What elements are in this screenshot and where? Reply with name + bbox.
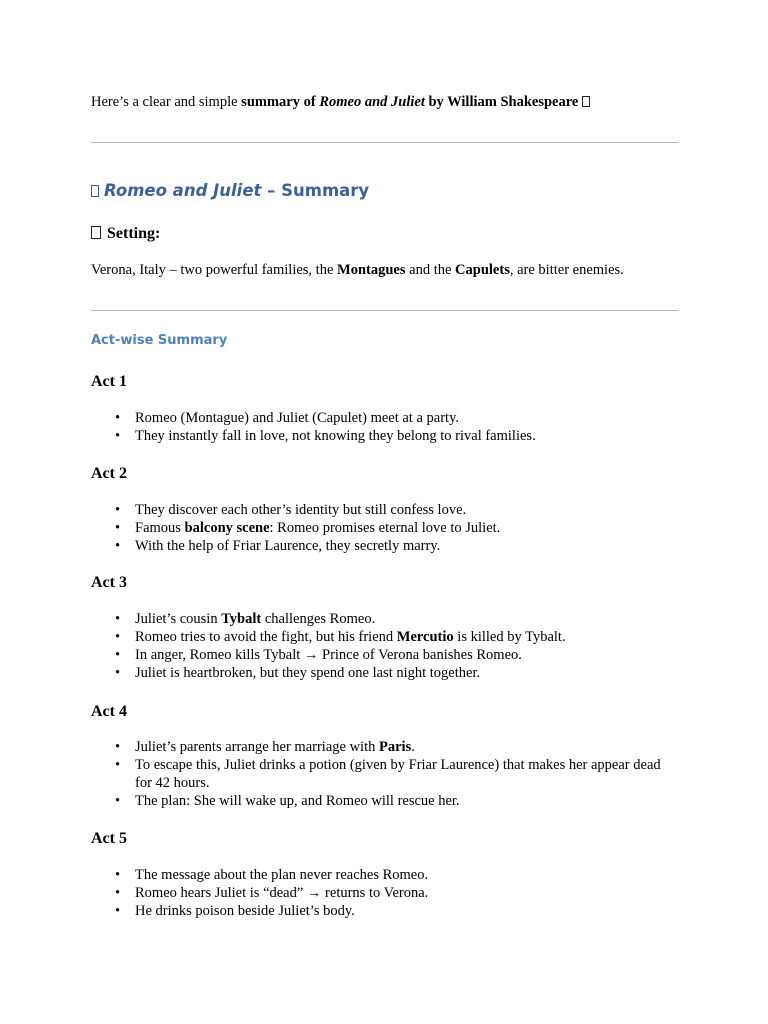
act-4-bullets bbox=[91, 738, 681, 810]
intro-italic-title: Romeo and Juliet bbox=[319, 94, 425, 110]
bold-term: Tybalt bbox=[221, 611, 262, 627]
setting-text-after: , are bitter enemies. bbox=[509, 262, 624, 278]
act-3-heading: Act 3 bbox=[91, 574, 127, 591]
bullet-text: Juliet is heartbroken, but they spend one last night together. bbox=[135, 665, 481, 681]
list-item bbox=[91, 884, 681, 902]
setting-heading-label: Setting: bbox=[107, 225, 161, 242]
list-item bbox=[91, 409, 681, 427]
list-item bbox=[91, 610, 681, 628]
bullet-text: With the help of Friar Laurence, they secretly marry. bbox=[135, 538, 441, 554]
bullet-text: The plan: She will wake up, and Romeo will rescue her. bbox=[135, 793, 460, 809]
divider bbox=[91, 310, 678, 311]
act-2-heading: Act 2 bbox=[91, 465, 127, 482]
bullet-text: Romeo (Montague) and Juliet (Capulet) meet at a party. bbox=[135, 410, 459, 426]
bullet-text: Juliet’s parents arrange her marriage with bbox=[135, 739, 379, 755]
bullet-text: challenges Romeo. bbox=[261, 611, 376, 627]
bullet-text: He drinks poison beside Juliet’s body. bbox=[135, 903, 355, 919]
list-item bbox=[91, 628, 681, 646]
family-montagues: Montagues bbox=[337, 262, 406, 278]
act-5-heading: Act 5 bbox=[91, 830, 127, 847]
bullet-text: To escape this, Juliet drinks a potion (given by Friar Laurence) that makes her appear dead for 42 hours. bbox=[135, 757, 661, 791]
divider bbox=[91, 142, 678, 143]
family-capulets: Capulets bbox=[455, 262, 510, 278]
list-item bbox=[91, 866, 681, 884]
missing-glyph-icon bbox=[582, 96, 590, 107]
act-5-bullets bbox=[91, 866, 681, 920]
list-item bbox=[91, 738, 681, 756]
list-item bbox=[91, 756, 681, 792]
act-1-bullets bbox=[91, 409, 681, 445]
bullet-text: The message about the plan never reaches Romeo. bbox=[135, 867, 429, 883]
list-item bbox=[91, 519, 681, 537]
act-4-heading: Act 4 bbox=[91, 703, 127, 720]
intro-prefix: Here’s a clear and simple bbox=[91, 94, 242, 110]
summary-title bbox=[91, 180, 369, 202]
list-item bbox=[91, 664, 681, 682]
missing-glyph-icon bbox=[91, 185, 99, 197]
bullet-text: They instantly fall in love, not knowing they belong to rival families. bbox=[135, 428, 536, 444]
bullet-text: : Romeo promises eternal love to Juliet. bbox=[269, 520, 501, 536]
list-item bbox=[91, 537, 681, 555]
bullet-text: Romeo hears Juliet is “dead” → returns to Verona. bbox=[135, 885, 429, 901]
bullet-text: is killed by Tybalt. bbox=[453, 629, 566, 645]
bold-term: balcony scene bbox=[184, 520, 270, 536]
act-wise-subheading: Act-wise Summary bbox=[91, 333, 228, 348]
bullet-text: Romeo tries to avoid the fight, but his friend bbox=[135, 629, 397, 645]
list-item bbox=[91, 646, 681, 664]
setting-text bbox=[91, 261, 624, 279]
act-1-heading: Act 1 bbox=[91, 373, 127, 390]
intro-line bbox=[91, 93, 691, 111]
setting-text-mid: and the bbox=[405, 262, 456, 278]
list-item bbox=[91, 792, 681, 810]
bullet-text: . bbox=[411, 739, 415, 755]
setting-heading bbox=[91, 223, 160, 245]
list-item bbox=[91, 902, 681, 920]
intro-bold-suffix: by William Shakespeare bbox=[424, 94, 582, 110]
intro-bold-prefix: summary of bbox=[241, 94, 320, 110]
missing-glyph-icon bbox=[91, 226, 101, 239]
bullet-text: They discover each other’s identity but still confess love. bbox=[135, 502, 467, 518]
title-rest: – Summary bbox=[261, 181, 370, 200]
bold-term: Paris bbox=[379, 739, 412, 755]
bullet-text: Famous bbox=[135, 520, 185, 536]
act-3-bullets bbox=[91, 610, 681, 682]
act-2-bullets bbox=[91, 501, 681, 555]
list-item bbox=[91, 427, 681, 445]
bullet-text: In anger, Romeo kills Tybalt → Prince of Verona banishes Romeo. bbox=[135, 647, 522, 663]
bullet-text: Juliet’s cousin bbox=[135, 611, 222, 627]
list-item bbox=[91, 501, 681, 519]
bold-term: Mercutio bbox=[396, 629, 454, 645]
setting-text-before: Verona, Italy – two powerful families, the bbox=[91, 262, 338, 278]
title-italic: Romeo and Juliet bbox=[104, 181, 262, 200]
